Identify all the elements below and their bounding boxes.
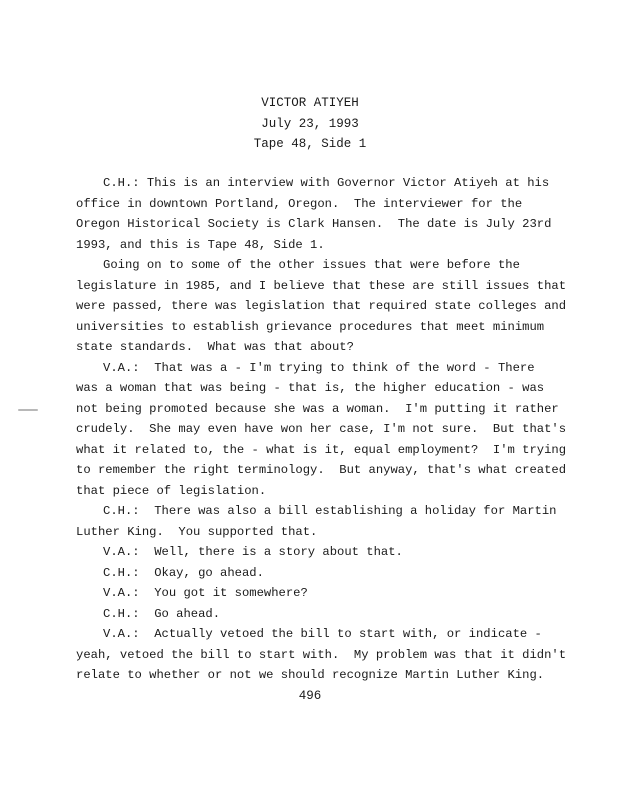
text-line: universities to establish grievance procedures that meet minimum [76,319,545,334]
text-line: relate to whether or not we should recognize Martin Luther King. [76,668,545,682]
tape-label: Tape 48, Side 1 [253,137,367,151]
text-line: 1993, and this is Tape 48, Side 1. [76,237,325,252]
text-line: to remember the right terminology. But anyway, that's what created [76,463,567,477]
text-line: not being promoted because she was a woman. I'm putting it rather [76,401,559,416]
text-line: Oregon Historical Society is Clark Hansen. The date is July 23rd [76,217,552,231]
text-line: V.A.: Actually vetoed the bill to start with, or indicate - [103,627,542,641]
text-line: V.A.: Well, there is a story about that. [103,545,403,559]
text-line: C.H.: There was also a bill establishing a holiday for Martin [103,504,557,518]
text-line: Going on to some of the other issues that were before the [103,258,520,272]
text-line: C.H.: Okay, go ahead. [103,565,264,580]
interviewee-name: VICTOR ATIYEH [261,96,359,110]
interview-date: July 23, 1993 [261,117,359,131]
text-line: crudely. She may even have won her case, I'm not sure. But that's [76,422,567,436]
page-number: 496 [298,689,322,703]
text-line: Luther King. You supported that. [76,524,318,539]
text-line: C.H.: This is an interview with Governor Victor Atiyeh at his [103,176,550,190]
text-line: V.A.: That was a - I'm trying to think of the word - There [103,360,535,375]
text-line: yeah, vetoed the bill to start with. My problem was that it didn't [76,647,567,662]
text-line: was a woman that was being - that is, the higher education - was [76,381,545,395]
text-line: C.H.: Go ahead. [103,606,221,621]
transcript-body [76,173,567,686]
text-line: state standards. What was that about? [76,340,354,354]
text-line: that piece of legislation. [76,483,267,498]
margin-mark [18,409,38,411]
text-line: what it related to, the - what is it, equal employment? I'm trying [76,442,567,457]
text-line: were passed, there was legislation that required state colleges and [76,299,567,313]
text-line: legislature in 1985, and I believe that these are still issues that [76,278,567,293]
text-line: V.A.: You got it somewhere? [103,586,308,600]
text-line: office in downtown Portland, Oregon. The interviewer for the [76,196,523,211]
